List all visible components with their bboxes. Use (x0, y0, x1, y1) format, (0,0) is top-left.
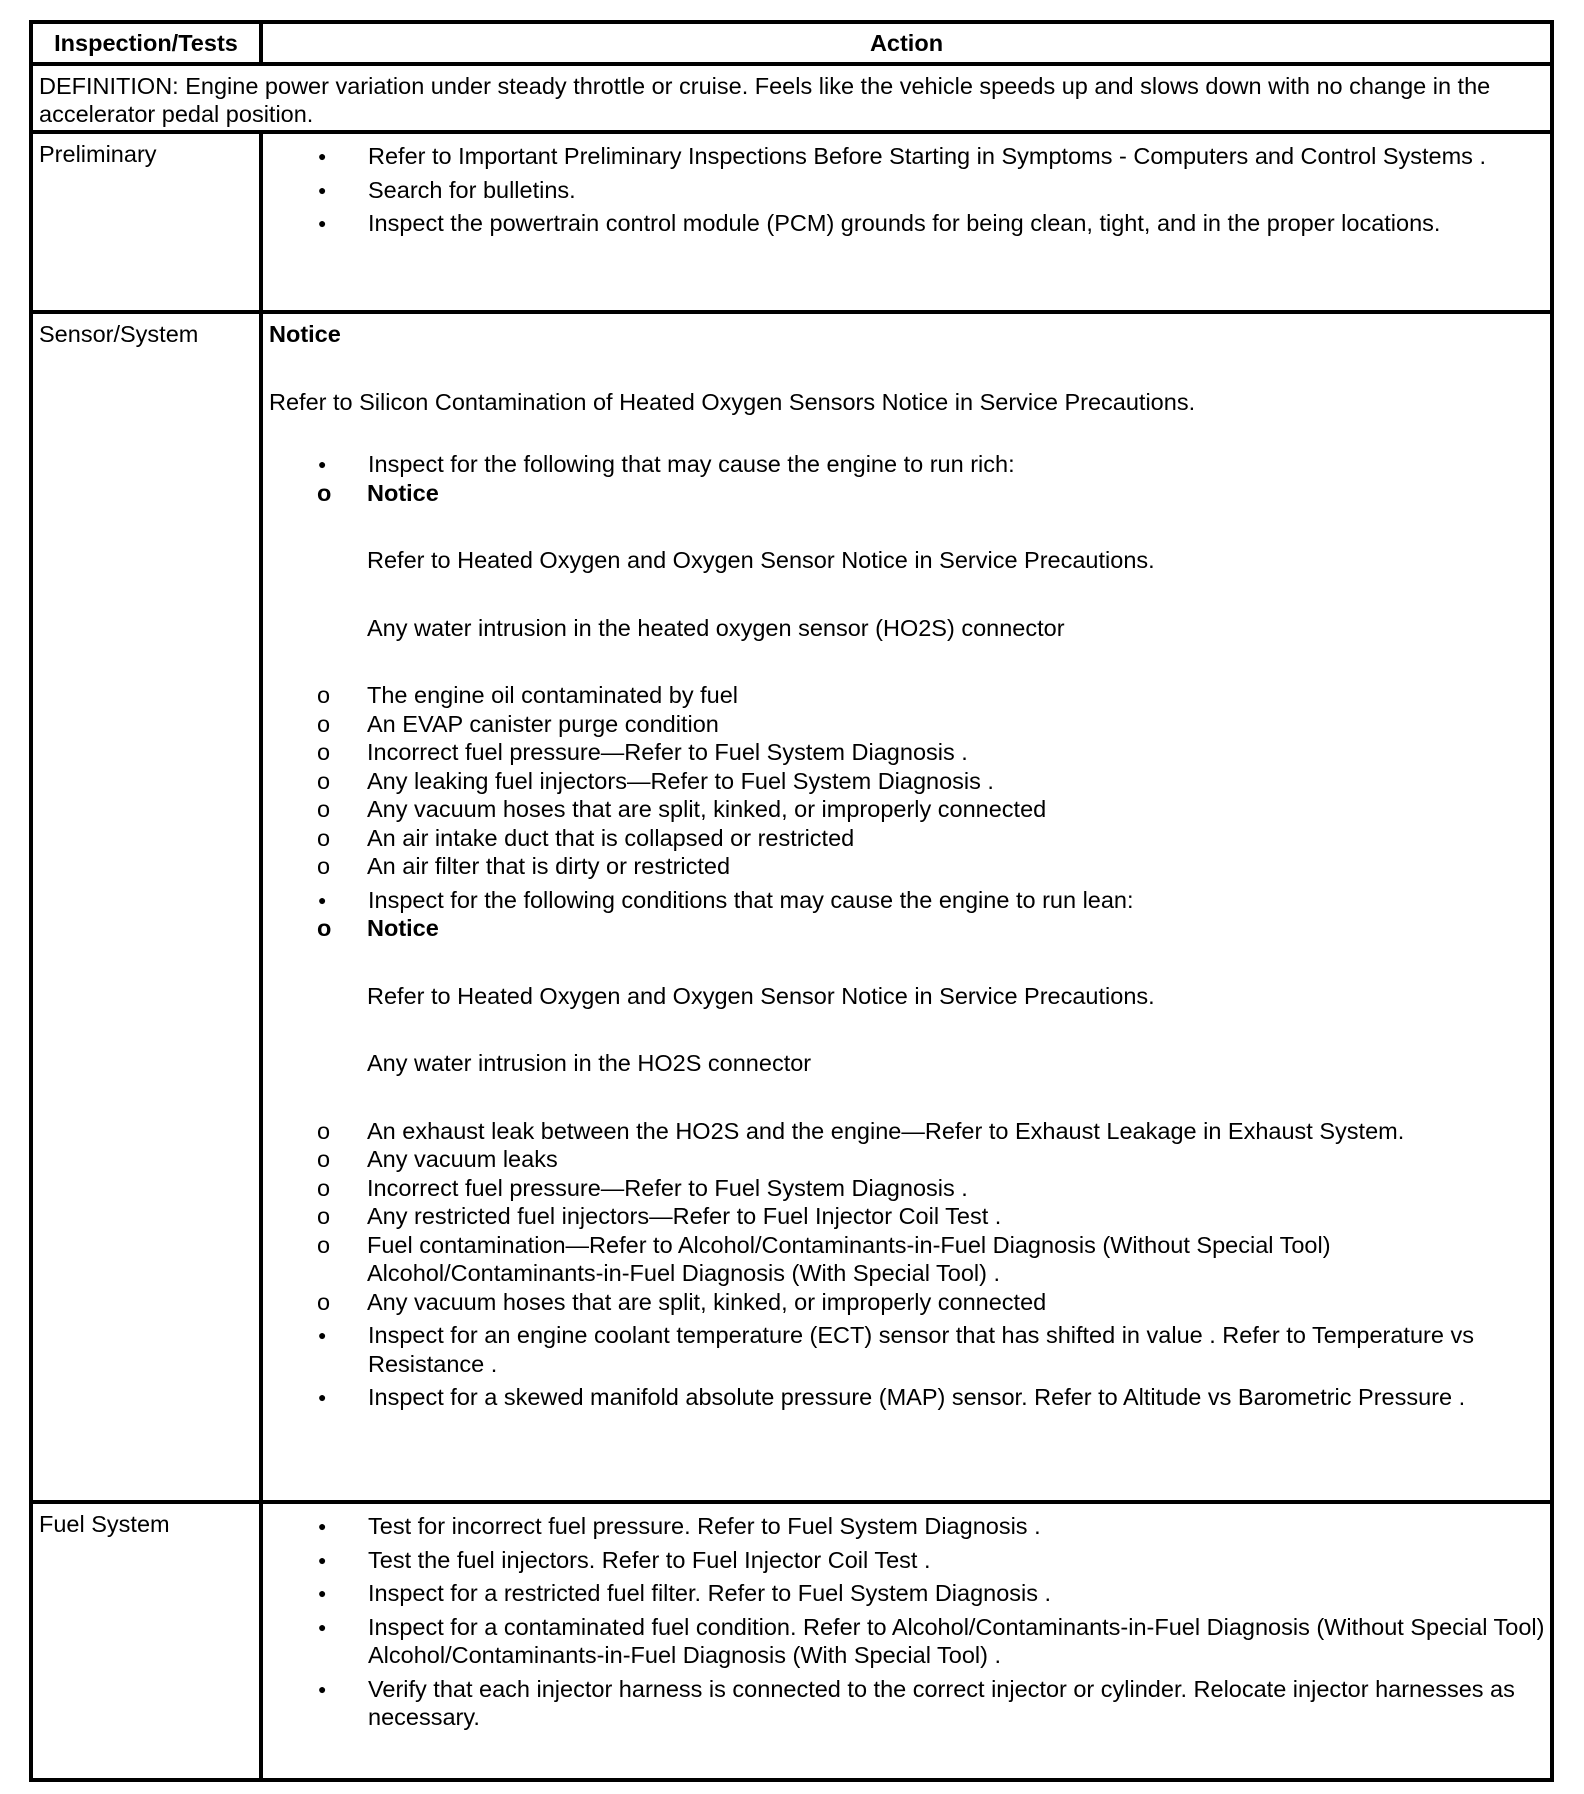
list-item: ● Search for bulletins. (267, 176, 1546, 205)
lean-notice-title: o Notice (267, 914, 1546, 943)
header-inspection-tests: Inspection/Tests (31, 22, 261, 64)
notice-text: Refer to Silicon Contamination of Heated Oxygen Sensors Notice in Service Precautions. (269, 388, 1196, 415)
list-item: ● Inspect for a contaminated fuel condition. Refer to Alcohol/Contaminants-in-Fuel Diagnosis (Without Special Tool) Alcohol/Contaminants-in-Fuel Diagnosis (With Special Tool) . (267, 1613, 1546, 1670)
notice-title: Notice (269, 321, 341, 347)
sub-item: o Any restricted fuel injectors—Refer to Fuel Injector Coil Test . (267, 1202, 1546, 1231)
header-row (31, 22, 1552, 64)
fuel-system-actions (261, 1502, 1552, 1780)
diagnostic-table (29, 20, 1554, 1782)
rich-intro: ● Inspect for the following that may cause the engine to run rich: (368, 451, 1015, 477)
sub-item: o An air filter that is dirty or restricted (267, 852, 1546, 881)
definition-text: DEFINITION: Engine power variation under steady throttle or cruise. Feels like the vehicle speeds up and slows down with no change in the accelerator pedal position. (31, 64, 1552, 132)
rich-notice-title: o Notice (267, 479, 1546, 508)
lean-notice-text: Refer to Heated Oxygen and Oxygen Sensor Notice in Service Precautions. (367, 982, 1155, 1009)
sensor-system-row (31, 312, 1552, 1502)
preliminary-list (267, 142, 1546, 238)
list-item: ● Verify that each injector harness is connected to the correct injector or cylinder. Relocate injector harnesses as necessary. (267, 1675, 1546, 1732)
sub-item: o Incorrect fuel pressure—Refer to Fuel System Diagnosis . (267, 738, 1546, 767)
list-item: ● Inspect for a skewed manifold absolute pressure (MAP) sensor. Refer to Altitude vs Barometric Pressure . (267, 1383, 1546, 1412)
list-item (267, 450, 1546, 881)
preliminary-row (31, 132, 1552, 312)
sub-item: o Any vacuum hoses that are split, kinked, or improperly connected (267, 1288, 1546, 1317)
sub-item: o Any leaking fuel injectors—Refer to Fuel System Diagnosis . (267, 767, 1546, 796)
list-item: ● Test the fuel injectors. Refer to Fuel Injector Coil Test . (267, 1546, 1546, 1575)
fuel-list (267, 1512, 1546, 1732)
list-item: ● Inspect the powertrain control module (PCM) grounds for being clean, tight, and in the proper locations. (267, 209, 1546, 238)
fuel-system-label: Fuel System (31, 1502, 261, 1780)
sub-item: o An EVAP canister purge condition (267, 710, 1546, 739)
sub-item: o Any vacuum hoses that are split, kinked, or improperly connected (267, 795, 1546, 824)
sub-item: o The engine oil contaminated by fuel (267, 681, 1546, 710)
fuel-system-row (31, 1502, 1552, 1780)
list-item: ● Refer to Important Preliminary Inspections Before Starting in Symptoms - Computers and Control Systems . (267, 142, 1546, 171)
sub-item: o Fuel contamination—Refer to Alcohol/Contaminants-in-Fuel Diagnosis (Without Special Tool) Alcohol/Contaminants-in-Fuel Diagnosis (With Special Tool) . (267, 1231, 1546, 1288)
list-item: ● Inspect for an engine coolant temperature (ECT) sensor that has shifted in value . Refer to Temperature vs Resistance . (267, 1321, 1546, 1378)
lean-water-text: Any water intrusion in the HO2S connector (367, 1050, 812, 1076)
sub-item: o An air intake duct that is collapsed or restricted (267, 824, 1546, 853)
sensor-list (267, 450, 1546, 1412)
list-item (267, 886, 1546, 1317)
header-action: Action (261, 22, 1552, 64)
sensor-system-label: Sensor/System (31, 312, 261, 1502)
lean-intro: ● Inspect for the following conditions that may cause the engine to run lean: (368, 886, 1134, 913)
sub-item: o An exhaust leak between the HO2S and the engine—Refer to Exhaust Leakage in Exhaust System. (267, 1117, 1546, 1146)
definition-row (31, 64, 1552, 132)
rich-notice-text: Refer to Heated Oxygen and Oxygen Sensor Notice in Service Precautions. (367, 547, 1155, 573)
sensor-system-actions (261, 312, 1552, 1502)
preliminary-actions (261, 132, 1552, 312)
preliminary-label: Preliminary (31, 132, 261, 312)
sub-item: o Incorrect fuel pressure—Refer to Fuel System Diagnosis . (267, 1174, 1546, 1203)
list-item: ● Inspect for a restricted fuel filter. Refer to Fuel System Diagnosis . (267, 1579, 1546, 1608)
list-item: ● Test for incorrect fuel pressure. Refer to Fuel System Diagnosis . (267, 1512, 1546, 1541)
sub-item: o Any vacuum leaks (267, 1145, 1546, 1174)
document-page (29, 20, 1554, 1782)
rich-water-text: Any water intrusion in the heated oxygen sensor (HO2S) connector (367, 614, 1065, 641)
